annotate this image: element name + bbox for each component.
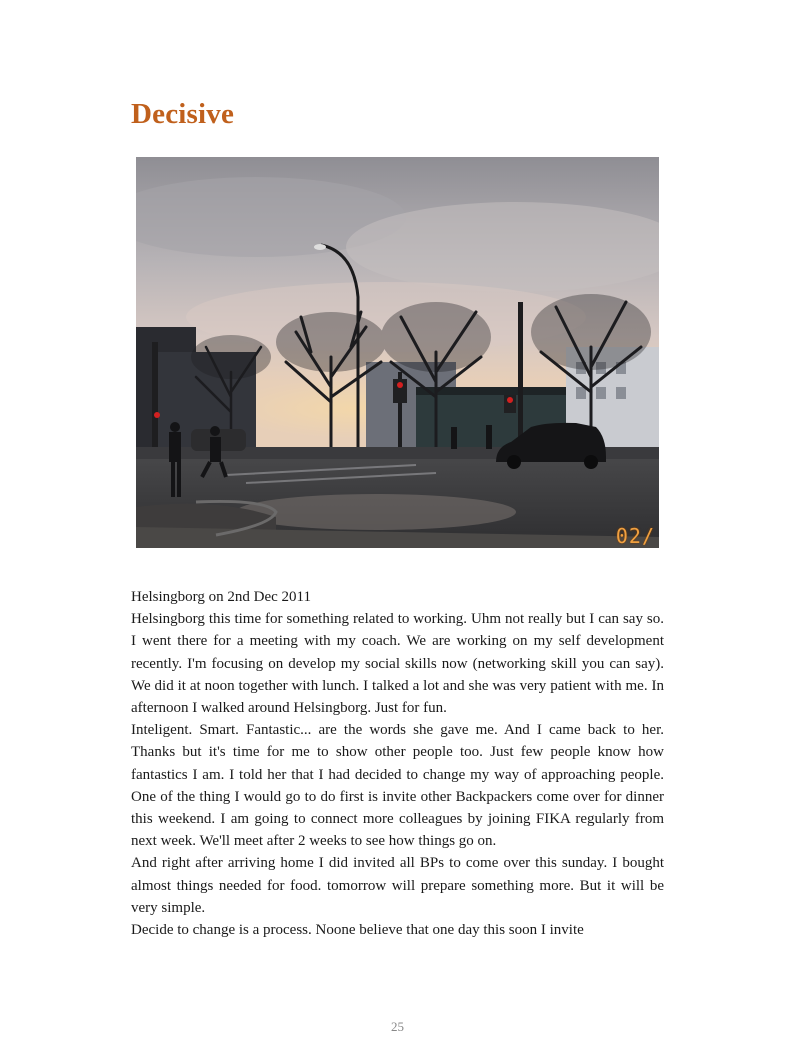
- body-text: [131, 586, 664, 941]
- paragraph-invitation: And right after arriving home I did invited all BPs to come over this sunday. I bought almost things needed for food. tomorrow will prepare something more. But it will be very simple.: [131, 855, 664, 916]
- paragraph-decide-to-change: Decide to change is a process. Noone believe that one day this soon I invite: [131, 922, 584, 939]
- page-title: Decisive: [131, 98, 235, 130]
- paragraph-date-location: Helsingborg on 2nd Dec 2011: [131, 589, 311, 605]
- paragraph-compliments: Inteligent. Smart. Fantastic... are the words she gave me. And I came back to her. Thanks but it's time for me to show other people too. Just few people know how fantastics I am. I told her that I had decided to change my way of approaching people. One of the thing I would go to do first is invite other Backpackers come over for dinner this weekend. I am going to connect more colleagues by joining FIKA regularly from next week. We'll meet after 2 weeks to see how things go on.: [131, 722, 664, 850]
- page-number: 25: [391, 1019, 404, 1034]
- paragraph-coach-meeting: Helsingborg this time for something related to working. Uhm not really but I can say so. I went there for a meeting with my coach. We are working on my self development recently. I'm focusing on develop my social skills now (networking skill you can say). We did it at noon together with lunch. I talked a lot and she was very patient with me. In afternoon I walked around Helsingborg. Just for fun.: [131, 611, 664, 717]
- street-photo: [136, 157, 659, 548]
- street-scene-image: [136, 157, 659, 548]
- date-stamp: 02/: [615, 524, 655, 548]
